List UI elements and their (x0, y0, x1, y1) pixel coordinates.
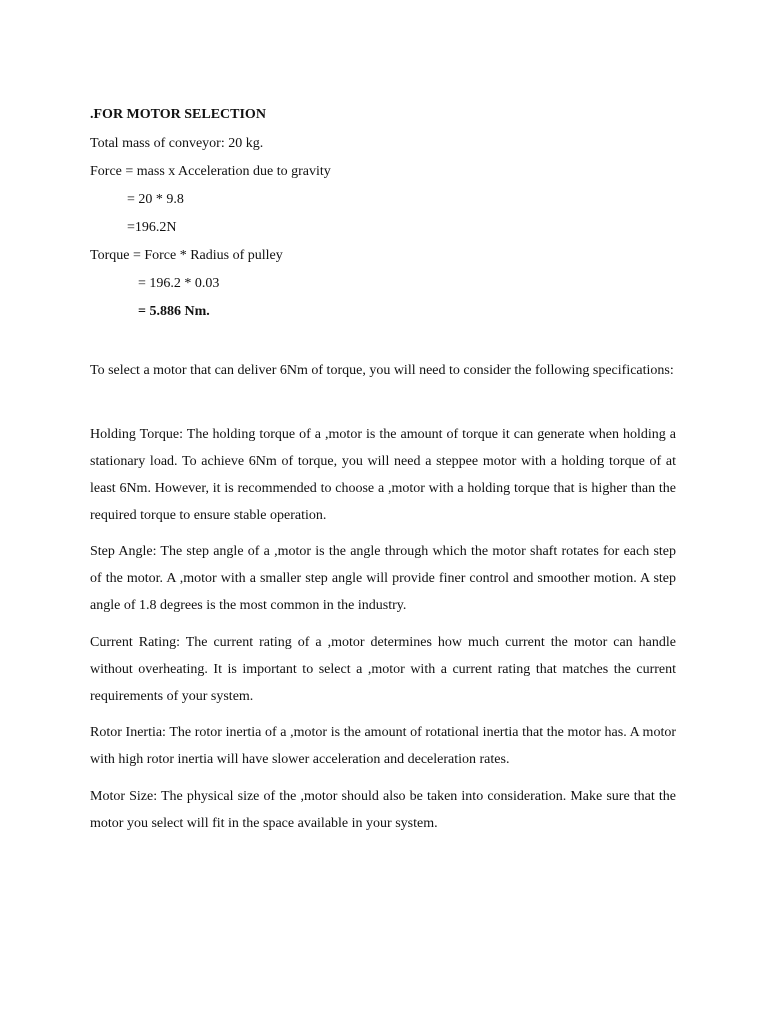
holding-torque-paragraph: Holding Torque: The holding torque of a ,motor is the amount of torque it can generate when holding a stationary load. To achieve 6Nm of torque, you will need a steppee motor with a holding torque of at least 6Nm. However, it is recommended to choose a ,motor with a holding torque that is higher than the required torque to ensure stable operation. (90, 427, 676, 523)
mass-line: Total mass of conveyor: 20 kg. (90, 136, 264, 151)
intro-paragraph: To select a motor that can deliver 6Nm of torque, you will need to consider the following specifications: (90, 363, 674, 378)
current-rating-paragraph: Current Rating: The current rating of a ,motor determines how much current the motor can handle without overheating. It is important to select a ,motor with a current rating that matches the current requirements of your system. (90, 635, 676, 704)
motor-size-paragraph: Motor Size: The physical size of the ,motor should also be taken into consideration. Make sure that the motor you select will fit in the space available in your system. (90, 789, 676, 831)
force-calc-line: = 20 * 9.8 (127, 192, 184, 207)
force-formula-line: Force = mass x Acceleration due to gravity (90, 164, 331, 179)
section-heading: .FOR MOTOR SELECTION (90, 107, 266, 122)
force-result-line: =196.2N (127, 220, 177, 235)
rotor-inertia-paragraph: Rotor Inertia: The rotor inertia of a ,motor is the amount of rotational inertia that the motor has. A motor with high rotor inertia will have slower acceleration and deceleration rates. (90, 725, 676, 767)
torque-calc-line: = 196.2 * 0.03 (138, 276, 220, 291)
step-angle-paragraph: Step Angle: The step angle of a ,motor is the angle through which the motor shaft rotates for each step of the motor. A ,motor with a smaller step angle will provide finer control and smoother motion. A step angle of 1.8 degrees is the most common in the industry. (90, 544, 676, 613)
torque-result-line: = 5.886 Nm. (138, 304, 210, 319)
torque-formula-line: Torque = Force * Radius of pulley (90, 248, 283, 263)
